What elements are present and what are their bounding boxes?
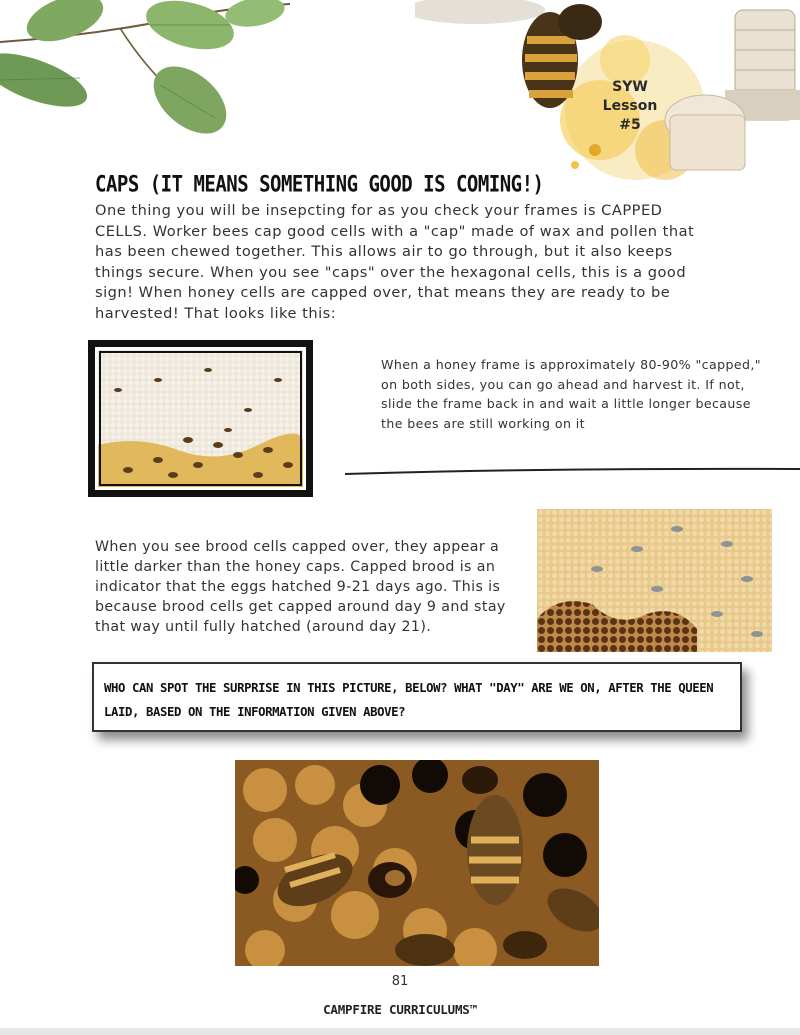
lesson-tag-line: #5 — [619, 117, 641, 133]
footer-brand: CAMPFIRE CURRICULUMS™ — [323, 1002, 477, 1017]
page-number: 81 — [391, 974, 409, 989]
capped-honey-frame-photo — [88, 340, 313, 497]
capped-brood-photo — [537, 509, 772, 652]
question-text: WHO CAN SPOT THE SURPRISE IN THIS PICTURE, BELOW? WHAT "DAY" ARE WE ON, AFTER THE QUEEN LAID, BASED ON THE INFORMATION GIVEN ABOVE? — [104, 681, 714, 719]
bottom-bar — [0, 1028, 800, 1035]
brood-paragraph: When you see brood cells capped over, they appear a little darker than the honey caps. Capped brood is an indicator that the eggs hatched 9-21 days ago. This is because brood cells get capped around day 9 and stay that way until fully hatched (around day 21). — [95, 539, 506, 635]
section-heading: CAPS (IT MEANS SOMETHING GOOD IS COMING!) — [95, 172, 544, 198]
intro-paragraph: One thing you will be insepcting for as you check your frames is CAPPED CELLS. Worker bees cap good cells with a "cap" made of wax and pollen that has been chewed together. This allows air to go through, but it also keeps things secure. When you see "caps" over the hexagonal cells, this is a good sign! When honey cells are capped over, that means they are ready to be harvested! That looks like this: — [95, 202, 695, 322]
question-callout — [92, 662, 742, 732]
leaves-decoration — [0, 0, 290, 140]
divider-line — [345, 465, 800, 479]
frame-harvest-note: When a honey frame is approximately 80-90% "capped," on both sides, you can go ahead and harvest it. If not, slide the frame back in and wait a little longer because the bees are still working on it — [381, 357, 761, 431]
lesson-tag-line: Lesson — [602, 98, 658, 114]
capped-honey-image — [98, 350, 303, 487]
lesson-tag — [580, 78, 680, 135]
lesson-tag-line: SYW — [612, 79, 648, 95]
emerging-bee-photo — [235, 760, 599, 966]
